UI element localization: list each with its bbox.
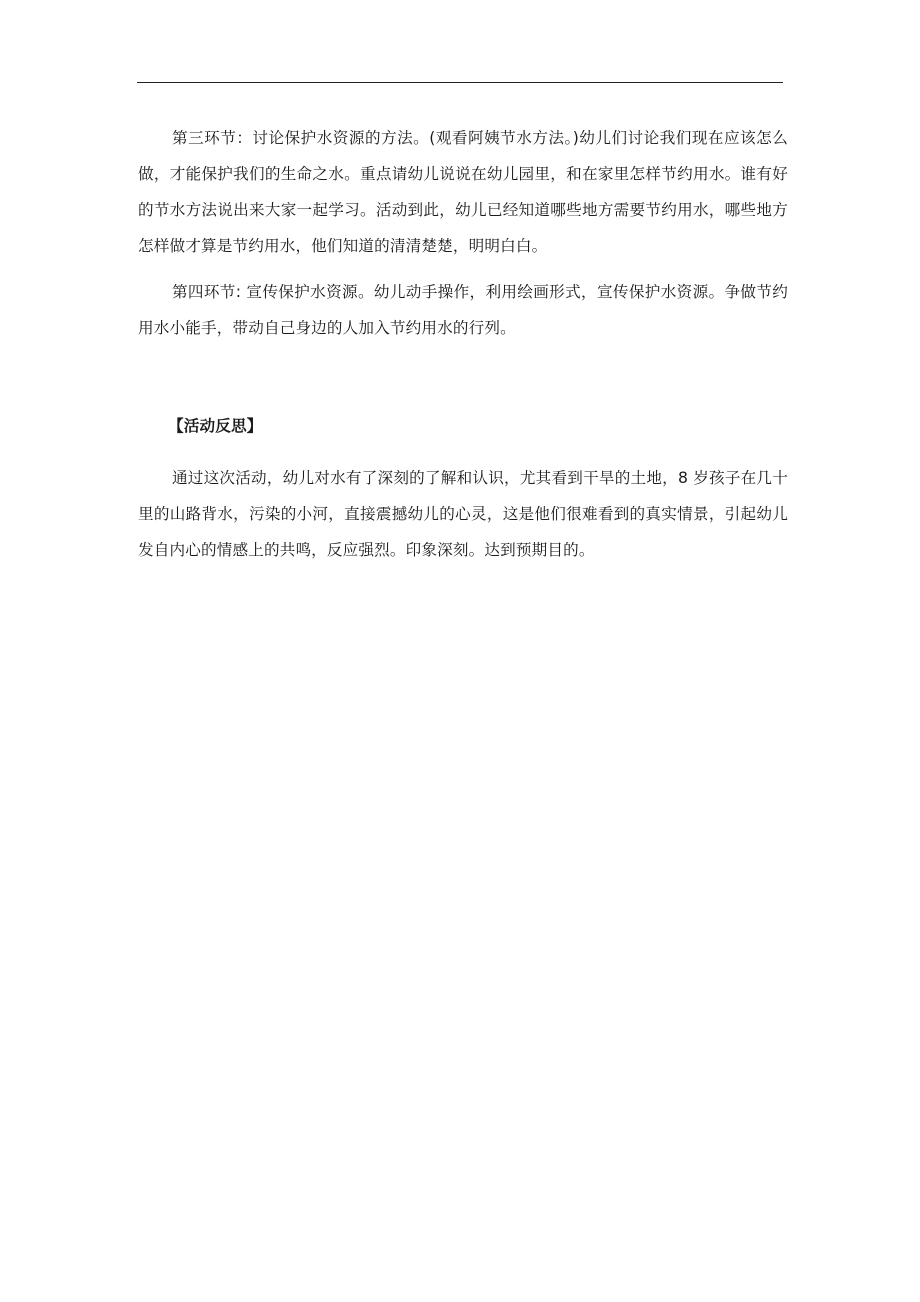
paragraph-fourth-section: 第四环节: 宣传保护水资源。幼儿动手操作，利用绘画形式，宣传保护水资源。争做节约用水小能手，带动自己身边的人加入节约用水的行列。 bbox=[138, 283, 788, 337]
reflection-heading: 【活动反思】 bbox=[168, 417, 263, 435]
reflection-paragraph: 通过这次活动，幼儿对水有了深刻的了解和认识，尤其看到干旱的土地，8 岁孩子在几十里的山路背水，污染的小河，直接震撼幼儿的心灵，这是他们很难看到的真实情景，引起幼儿发自内心的情感上的共鸣，反应强烈。印象深刻。达到预期目的。 bbox=[138, 469, 788, 559]
header-rule bbox=[137, 82, 783, 83]
document-body bbox=[138, 120, 788, 568]
paragraph-third-section: 第三环节：讨论保护水资源的方法。(观看阿姨节水方法。)幼儿们讨论我们现在应该怎么做，才能保护我们的生命之水。重点请幼儿说说在幼儿园里，和在家里怎样节约用水。谁有好的节水方法说出来大家一起学习。活动到此，幼儿已经知道哪些地方需要节约用水，哪些地方怎样做才算是节约用水，他们知道的清清楚楚，明明白白。 bbox=[138, 129, 788, 255]
